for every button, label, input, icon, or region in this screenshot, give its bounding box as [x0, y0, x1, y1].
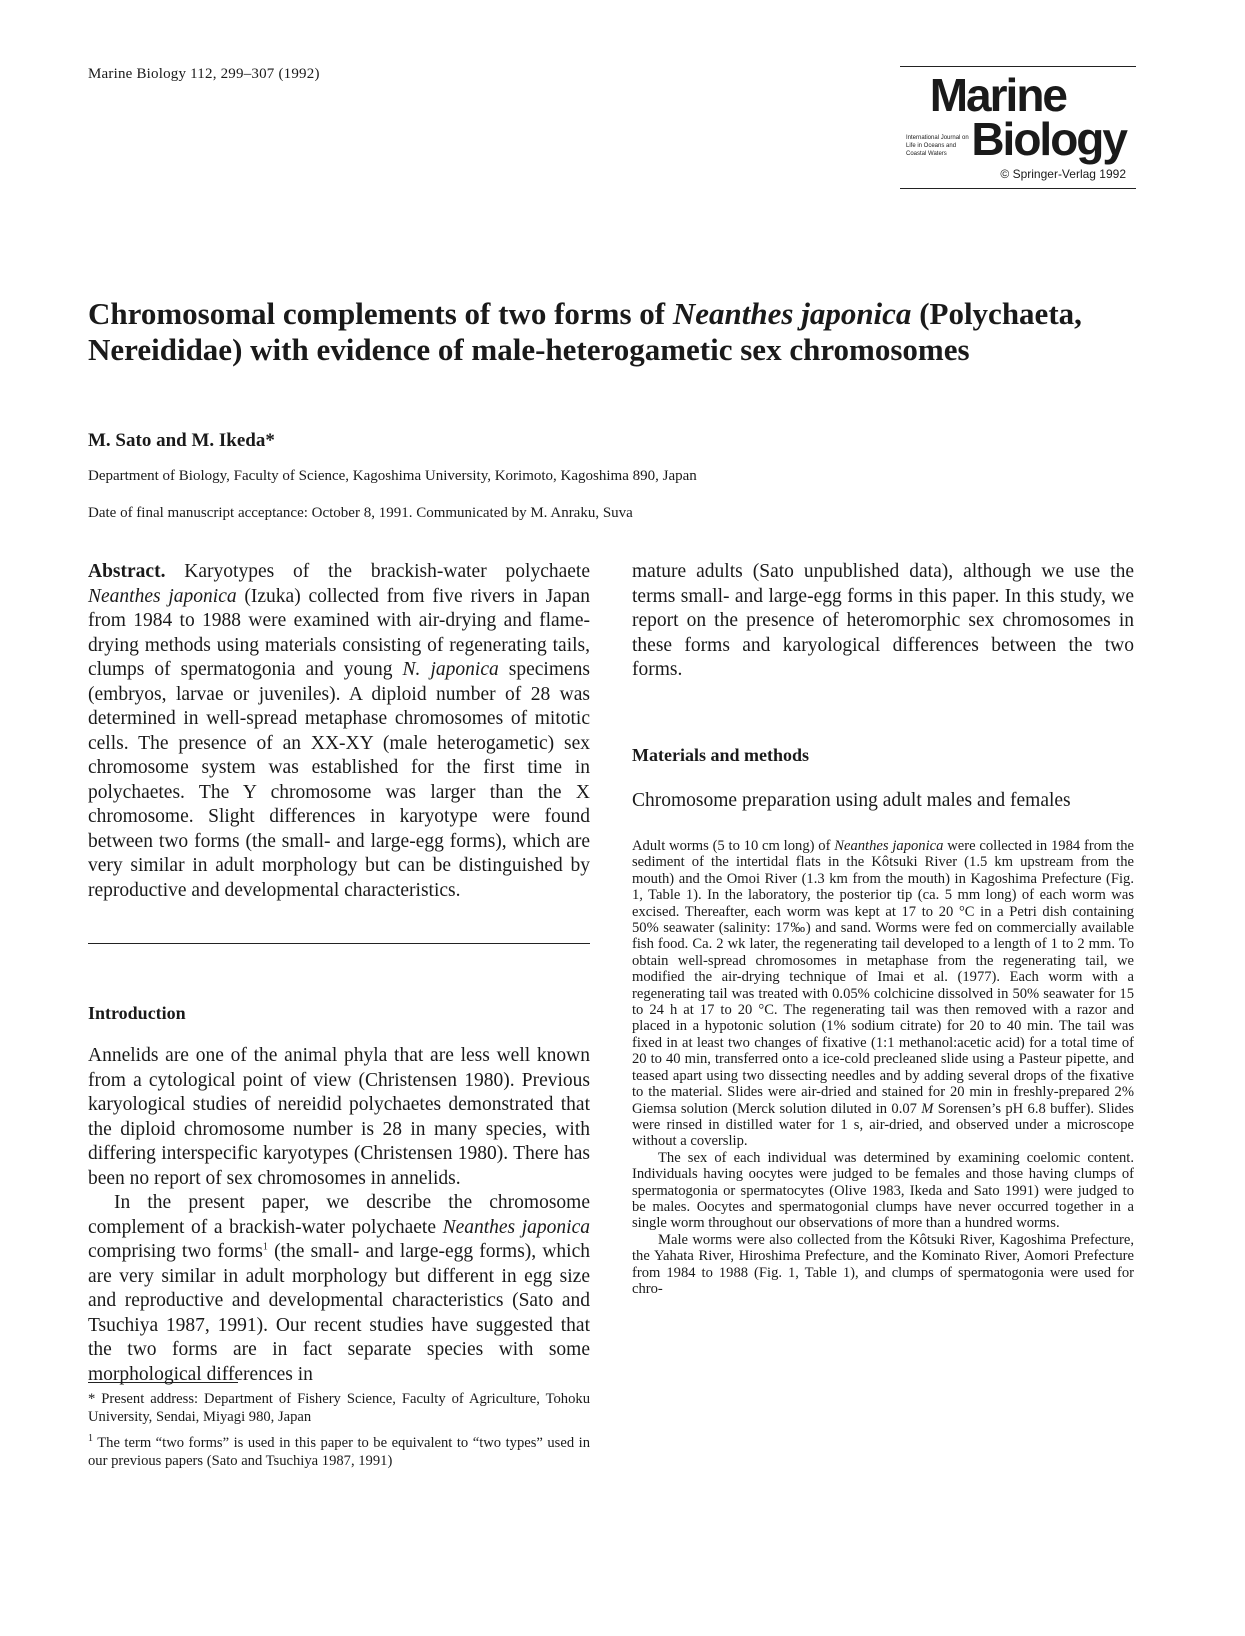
- methods-text: were collected in 1984 from the sediment of the intertidal flats in the Kôtsuki River (1.5 km upstream from the mouth) and the Omoi River (1.3 km from the mouth) in Kagoshima Prefecture (Fig. 1, Table 1). In the laboratory, the posterior tip (ca. 5 mm long) of each worm was excised. Thereafter, each worm was kept at 17 to 20 °C in a Petri dish containing 50% seawater (salinity: 17‰) and sand. Worms were fed on commercially available fish food. Ca. 2 wk later, the regenerating tail developed to a length of 1 to 2 mm. To obtain well-spread chromosomes in metaphase from the regenerating tail, we modified the air-drying technique of Imai et al. (1977). Each worm with a regenerating tail was treated with 0.05% colchicine dissolved in 50% seawater for 15 to 24 h at 17 to 20 °C. The regenerating tail was then removed with a razor and placed in a hypotonic solution (1% sodium citrate) for 20 to 40 min. The tail was fixed in at least two changes of fixative (1:1 methanol:acetic acid) for a total time of 20 to 40 min, transferred onto a ice-cold precleaned slide using a Pasteur pipette, and teased apart using two dissecting needles and by adding several drops of the fixative to the material. Slides were air-dried and stained for 20 min in freshly-prepared 2% Giemsa solution (Merck solution diluted in 0.07: [632, 838, 1134, 1117]
- methods-paragraph-1: [632, 838, 1134, 1150]
- title-species: Neanthes japonica: [672, 296, 912, 331]
- methods-paragraph-3: Male worms were also collected from the Kôtsuki River, Kagoshima Prefecture, the Yahata River, Hiroshima Prefecture, and the Kominato River, Aomori Prefecture from 1984 to 1988 (Fig. 1, Table 1), and clumps of spermatogonia were used for chro-: [632, 1231, 1134, 1297]
- title-part: (Polychaeta, Nereididae) with evidence of male-heterogametic sex chromosomes: [88, 296, 1082, 367]
- logo-tagline: International Journal on Life in Oceans and Coastal Waters: [906, 135, 969, 157]
- journal-citation: Marine Biology 112, 299–307 (1992): [88, 66, 320, 82]
- abstract-text: specimens (embryos, larvae or juveniles). A diploid number of 28 was determined in well-spread metaphase chromosomes of mitotic cells. The presence of an XX-XY (male heterogametic) sex chromosome system was established for the first time in polychaetes. The Y chromosome was larger than the X chromosome. Slight differences in karyotype were found between two forms (the small- and large-egg forms), which are very similar in adult morphology but can be distinguished by reproductive and developmental characteristics.: [88, 659, 591, 901]
- copyright-notice: © Springer-Verlag 1992: [1000, 167, 1126, 181]
- title-part: Chromosomal complements of two forms of: [88, 296, 673, 331]
- abstract: [88, 560, 590, 903]
- introduction-continued: mature adults (Sato unpublished data), although we use the terms small- and large-egg forms in this paper. In this study, we report on the presence of heteromorphic sex chromosomes in these forms and karyological differences between the two forms.: [632, 561, 1134, 680]
- intro-text: (the small- and large-egg forms), which are very similar in adult morphology but different in egg size and reproductive and developmental characteristics (Sato and Tsuchiya 1987, 1991). Our recent studies have suggested that the two forms are in fact separate species with some morphological differences in: [88, 1241, 591, 1385]
- logo-bottom-rule: [900, 188, 1136, 189]
- abstract-text: Karyotypes of the brackish-water polychaete: [165, 561, 590, 582]
- article-title: [88, 296, 1088, 368]
- intro-text: In the present paper, we describe the chromosome complement of a brackish-water polychaete: [88, 1192, 590, 1238]
- affiliation: Department of Biology, Faculty of Science, Kagoshima University, Korimoto, Kagoshima 890, Japan: [88, 468, 697, 484]
- abstract-species: N. japonica: [402, 659, 499, 680]
- methods-text: Sorensen’s pH 6.8 buffer). Slides were rinsed in distilled water for 1 s, air-dried, and observed under a microscope without a coverslip.: [632, 1100, 1134, 1150]
- footnote-text: The term “two forms” is used in this paper to be equivalent to “two types” used in our previous papers (Sato and Tsuchiya 1987, 1991): [88, 1435, 590, 1469]
- introduction-body: [88, 1044, 590, 1387]
- logo-top-rule: [900, 66, 1136, 67]
- manuscript-dates: Date of final manuscript acceptance: October 8, 1991. Communicated by M. Anraku, Suva: [88, 505, 633, 521]
- abstract-divider: [88, 943, 590, 944]
- authors: M. Sato and M. Ikeda*: [88, 430, 275, 451]
- intro-paragraph-1: Annelids are one of the animal phyla that are less well known from a cytological point of view (Christensen 1980). Previous karyological studies of nereidid polychaetes demonstrated that the diploid chromosome number is 28 in many species, with differing interspecific karyotypes (Christensen 1980). There has been no report of sex chromosomes in annelids.: [88, 1045, 590, 1189]
- logo-biology-text: Biology: [971, 113, 1126, 165]
- abstract-label: Abstract.: [88, 561, 166, 582]
- footnote-1: [88, 1434, 590, 1470]
- abstract-text: (Izuka) collected from five rivers in Japan from 1984 to 1988 were examined with air-drying and flame-drying methods using materials consisting of regenerating tails, clumps of spermatogonia and young: [88, 585, 590, 680]
- footnote-divider: [88, 1382, 238, 1383]
- methods-heading: Materials and methods: [632, 745, 809, 765]
- methods-body: [632, 838, 1134, 1297]
- footnote-star: * Present address: Department of Fishery Science, Faculty of Agriculture, Tohoku University, Sendai, Miyagi 980, Japan: [88, 1391, 590, 1425]
- methods-paragraph-2: The sex of each individual was determined by examining coelomic content. Individuals having oocytes were judged to be females and those having clumps of spermatogonia or spermatocytes (Olive 1983, Ikeda and Sato 1991) were judged to be males. Oocytes and spermatogonial clumps have never occurred together in a single worm throughout our observations of more than a hundred worms.: [632, 1149, 1134, 1232]
- molar-unit: M: [921, 1100, 934, 1117]
- abstract-species: Neanthes japonica: [88, 585, 237, 607]
- methods-subheading: Chromosome preparation using adult males and females: [632, 790, 1071, 811]
- logo-marine-text: Marine: [929, 69, 1066, 121]
- footnote-ref: 1: [262, 1241, 268, 1253]
- journal-logo: [900, 64, 1136, 192]
- intro-species: Neanthes japonica: [442, 1216, 590, 1238]
- introduction-heading: Introduction: [88, 1003, 186, 1023]
- methods-species: Neanthes japonica: [834, 838, 944, 854]
- footnotes: [88, 1390, 590, 1470]
- footnote-mark: 1: [88, 1433, 93, 1445]
- methods-text: Adult worms (5 to 10 cm long) of: [632, 838, 835, 854]
- intro-text: comprising two forms: [88, 1241, 263, 1262]
- intro-paragraph-2: [88, 1191, 590, 1387]
